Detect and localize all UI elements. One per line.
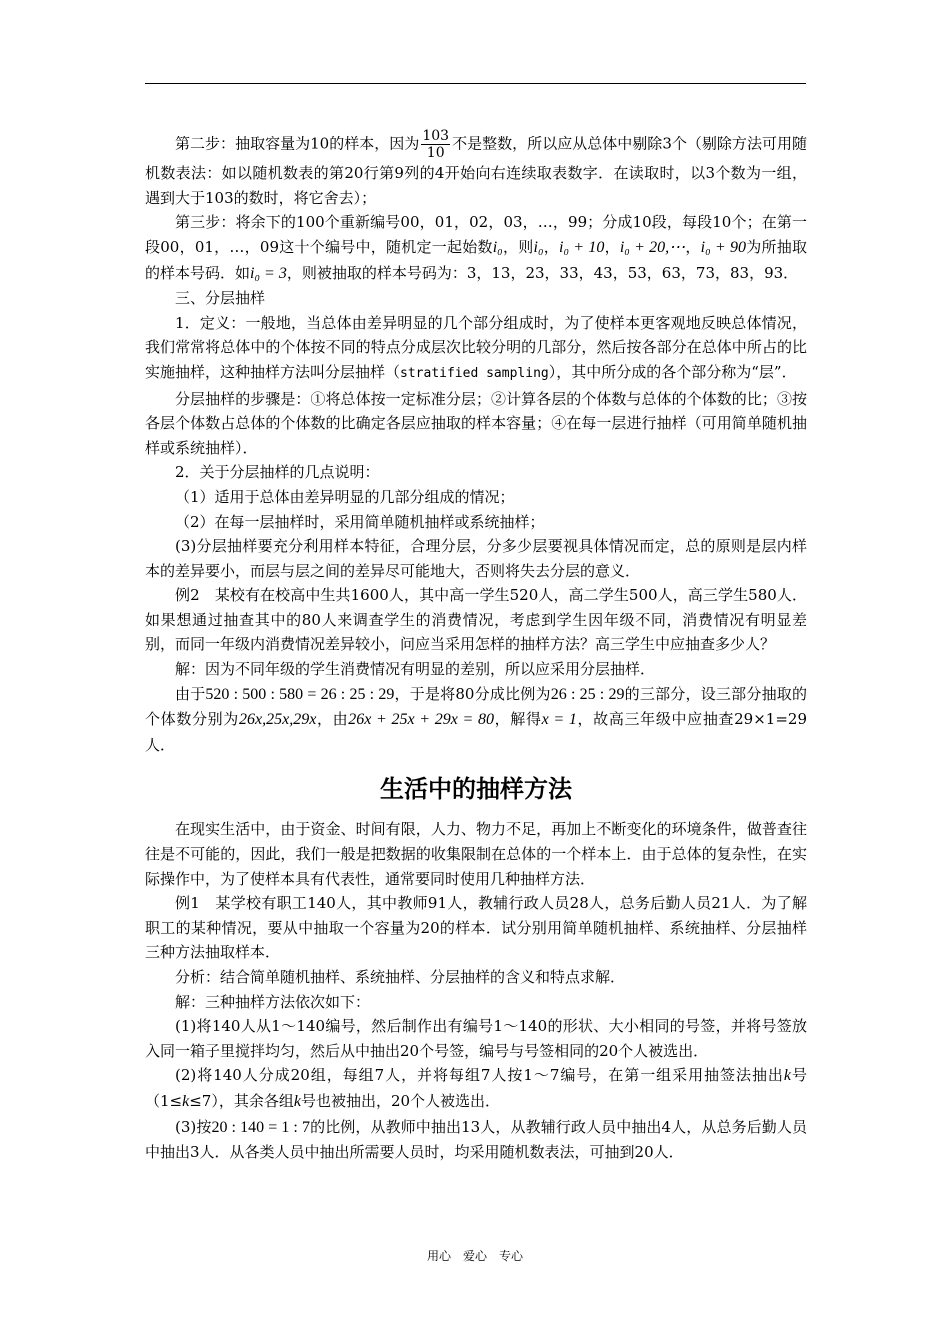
math-expr: i₀ + 90 [700,238,746,256]
solution-line-2 [145,682,807,758]
math-expr: x = 1 [541,711,577,729]
math-expr: i₀ + 10 [559,238,605,256]
text: 第三步：将余下的100个重新编号00，01，02，03，…，99；分成10段，每段10个；在第一段00，01，…，09这十个编号中，随机定一起始数 [145,213,807,256]
document-body [145,128,807,1165]
notes-heading: 2．关于分层抽样的几点说明： [175,463,380,482]
text: 号也被抽出，20个人被选出． [300,1091,501,1110]
english-term: stratified sampling [400,365,549,381]
math-i0: i₀ [492,238,503,256]
text: ≤7），其余各组 [189,1091,294,1110]
text: (2)将140人分成20组，每组7人，并将每组7人按1～7编号，在第一组采用抽签法抽出 [175,1066,784,1085]
page-footer: 用心 爱心 专心 [426,1249,523,1263]
text: 1．定义：一般地，当总体由差异明显的几个部分组成时，为了使样本更客观地反映总体情况，我们常常将总体中的个体按不同的特点分成层次比较分明的几部分，然后按各部分在总体中所占的比实施抽样，这种抽样方法叫分层抽样（ [145,313,807,381]
fraction-numerator: 103 [422,128,450,144]
text: 为所抽取的样本号码．如 [145,237,807,282]
text: 号（1≤ [145,1066,807,1110]
paragraph-step3 [145,210,807,286]
text: ，解得 [493,710,542,729]
life-solution-3 [145,1115,807,1165]
text: ，于是将80分成比例为 [394,684,551,703]
paragraph-step2 [145,128,807,210]
life-example-1: 例1 某学校有职工140人，其中教师91人，教辅行政人员28人，总务后勤人员21人．为了解职工的某种情况，要从中抽取一个容量为20的样本．试分别用简单随机抽样、系统抽样、分层抽样三种方法抽取样本． [145,894,807,962]
text: ， [604,237,620,256]
text: ， [543,237,560,256]
text: 的比例，从教师中抽出13人，从教辅行政人员中抽出4人，从总务后勤人员中抽出3人．从各类人员中抽出所需要人员时，均采用随机数表法，可抽到20人． [145,1117,807,1162]
text: ，则被抽取的样本号码为：3，13，23，33，43，53，63，73，83，93． [286,263,799,282]
text: ，则 [502,237,534,256]
example-2: 例2 某校有在校高中生共1600人，其中高一学生520人，高二学生500人，高三学生580人．如果想通过抽查其中的80人来调查学生的消费情况，考虑到学生因年级不同，消费情况有明显差别，而同一年级内消费情况差异较小，问应当采用怎样的抽样方法？高三学生中应抽查多少人？ [145,586,807,654]
math-i0: i₀ [533,238,544,256]
solution-line-1: 解：因为不同年级的学生消费情况有明显的差别，所以应采用分层抽样． [175,660,656,679]
fraction-103-over-10 [421,128,450,161]
paragraph-steps: 分层抽样的步骤是：①将总体按一定标准分层；②计算各层的个体数与总体的个体数的比；③按各层个体数占总体的个体数的比确定各层应抽取的样本容量；④在每一层进行抽样（可用简单随机抽样或系统抽样）． [145,389,807,457]
math-expr: 26x + 25x + 29x = 80 [348,711,494,729]
text: (3)按 [175,1117,212,1136]
math-k: k [182,1092,190,1110]
math-expr: 20 : 140 = 1 : 7 [211,1118,310,1136]
header-rule [145,83,806,84]
note-3: (3)分层抽样要充分利用样本特征，合理分层，分多少层要视具体情况而定，总的原则是层内样本的差异要小，而层与层之间的差异尽可能地大，否则将失去分层的意义． [145,537,807,580]
text: ，故高三年级中应抽查29×1=29人． [145,710,807,754]
fraction-denominator: 10 [426,145,445,162]
math-expr: 26 : 25 : 29 [550,685,625,703]
text: 的三部分，设三部分抽取的个体数分别为 [145,684,807,729]
text: 不是整数，所以应从总体中剔除3个（剔除方法可用随机数表法：如以随机数表的第20行第9列的4开始向右连续取表数字．在读取时，以3个数为一组，遇到大于103的数时，将它舍去）； [145,134,807,207]
text: ， [685,237,701,256]
note-2: （2）在每一层抽样时，采用简单随机抽样或系统抽样； [175,512,545,531]
math-expr: i₀ + 20,⋯ [619,238,686,256]
math-k: k [293,1092,301,1110]
life-solution-1: (1)将140人从1～140编号，然后制作出有编号1～140的形状、大小相同的号签，并将号签放入同一箱子里搅拌均匀，然后从中抽出20个号签，编号与号签相同的20个人被选出． [145,1017,807,1060]
text: ，由 [316,710,349,729]
paragraph-definition [145,311,807,387]
article-title: 生活中的抽样方法 [380,775,572,804]
life-analysis: 分析：结合简单随机抽样、系统抽样、分层抽样的含义和特点求解． [175,968,626,986]
note-1: （1）适用于总体由差异明显的几部分组成的情况； [175,487,515,506]
math-expr: 26x,25x,29x [238,711,317,729]
math-expr: 520 : 500 : 580 = 26 : 25 : 29 [205,685,395,703]
life-solution-2 [145,1063,807,1114]
life-solution-heading: 解：三种抽样方法依次如下： [175,992,371,1011]
math-expr: i₀ = 3 [250,264,287,282]
math-k: k [783,1067,792,1085]
section-heading-stratified: 三、分层抽样 [175,289,266,308]
text: ），其中所分成的各个部分称为“层”． [548,362,797,381]
text: 第二步：抽取容量为10的样本，因为 [175,134,420,153]
text: 由于 [175,684,206,703]
life-paragraph-1: 在现实生活中，由于资金、时间有限，人力、物力不足，再加上不断变化的环境条件，做普查往往是不可能的，因此，我们一般是把数据的收集限制在总体的一个样本上．由于总体的复杂性，在实际操作中，为了使样本具有代表性，通常要同时使用几种抽样方法． [145,820,807,888]
